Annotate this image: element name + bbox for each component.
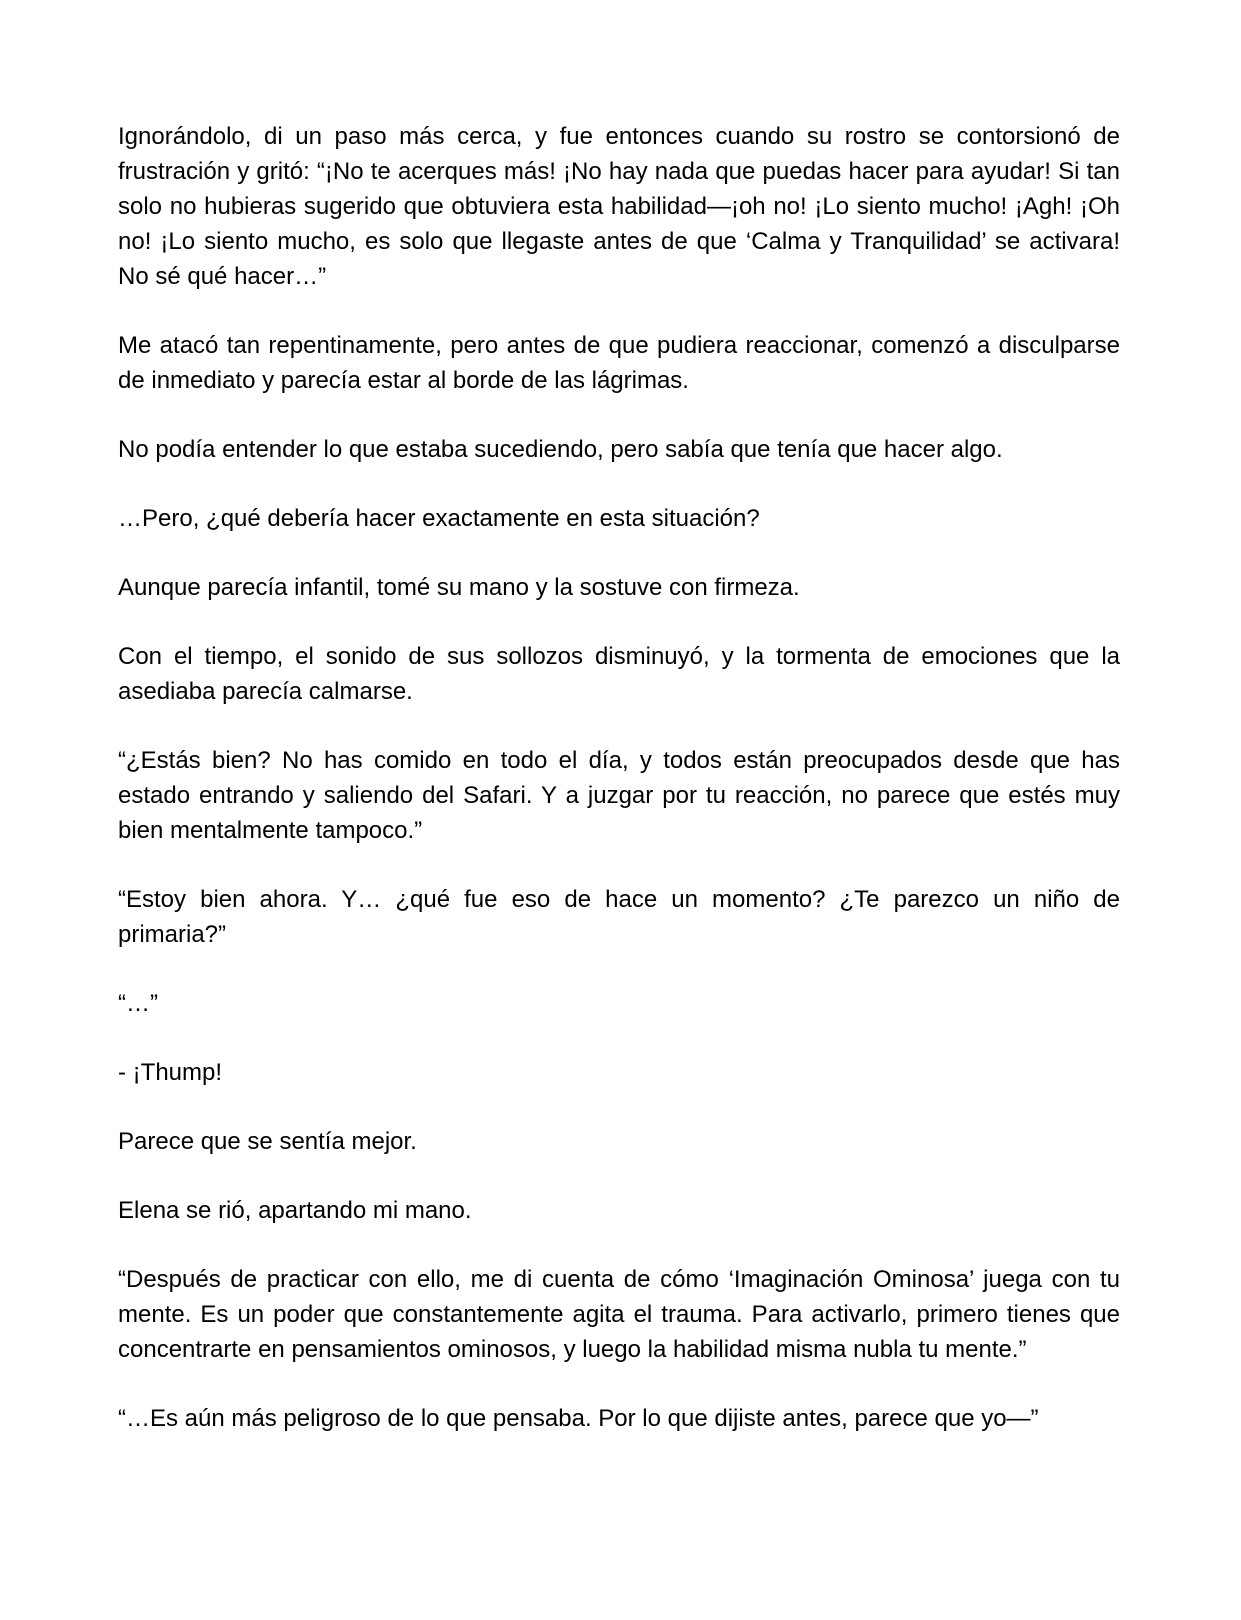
paragraph: Me atacó tan repentinamente, pero antes de que pudiera reaccionar, comenzó a disculparse de inmediato y parecía estar al borde de las lágrimas.: [118, 332, 1120, 394]
paragraph: “Estoy bien ahora. Y… ¿qué fue eso de hace un momento? ¿Te parezco un niño de primaria?”: [118, 886, 1120, 948]
paragraph: Elena se rió, apartando mi mano.: [118, 1197, 472, 1224]
paragraph: Con el tiempo, el sonido de sus sollozos disminuyó, y la tormenta de emociones que la asediaba parecía calmarse.: [118, 643, 1120, 705]
paragraph: “…Es aún más peligroso de lo que pensaba. Por lo que dijiste antes, parece que yo—”: [118, 1405, 1039, 1432]
paragraph: “¿Estás bien? No has comido en todo el día, y todos están preocupados desde que has estado entrando y saliendo del Safari. Y a juzgar por tu reacción, no parece que estés muy bien mentalmente tampoco.”: [118, 747, 1120, 844]
paragraph: - ¡Thump!: [118, 1059, 223, 1086]
document-body: [118, 119, 1120, 1470]
paragraph: “Después de practicar con ello, me di cuenta de cómo ‘Imaginación Ominosa’ juega con tu mente. Es un poder que constantemente agita el trauma. Para activarlo, primero tienes que concentrarte en pensamientos ominosos, y luego la habilidad misma nubla tu mente.”: [118, 1266, 1120, 1363]
paragraph: “…”: [118, 990, 158, 1017]
paragraph: Ignorándolo, di un paso más cerca, y fue entonces cuando su rostro se contorsionó de frustración y gritó: “¡No te acerques más! ¡No hay nada que puedas hacer para ayudar! Si tan solo no hubieras sugerido que obtuviera esta habilidad—¡oh no! ¡Lo siento mucho! ¡Agh! ¡Oh no! ¡Lo siento mucho, es solo que llegaste antes de que ‘Calma y Tranquilidad’ se activara! No sé qué hacer…”: [118, 123, 1120, 290]
paragraph: Aunque parecía infantil, tomé su mano y la sostuve con firmeza.: [118, 574, 800, 601]
paragraph: No podía entender lo que estaba sucediendo, pero sabía que tenía que hacer algo.: [118, 436, 1003, 463]
paragraph: Parece que se sentía mejor.: [118, 1128, 417, 1155]
paragraph: …Pero, ¿qué debería hacer exactamente en esta situación?: [118, 505, 760, 532]
